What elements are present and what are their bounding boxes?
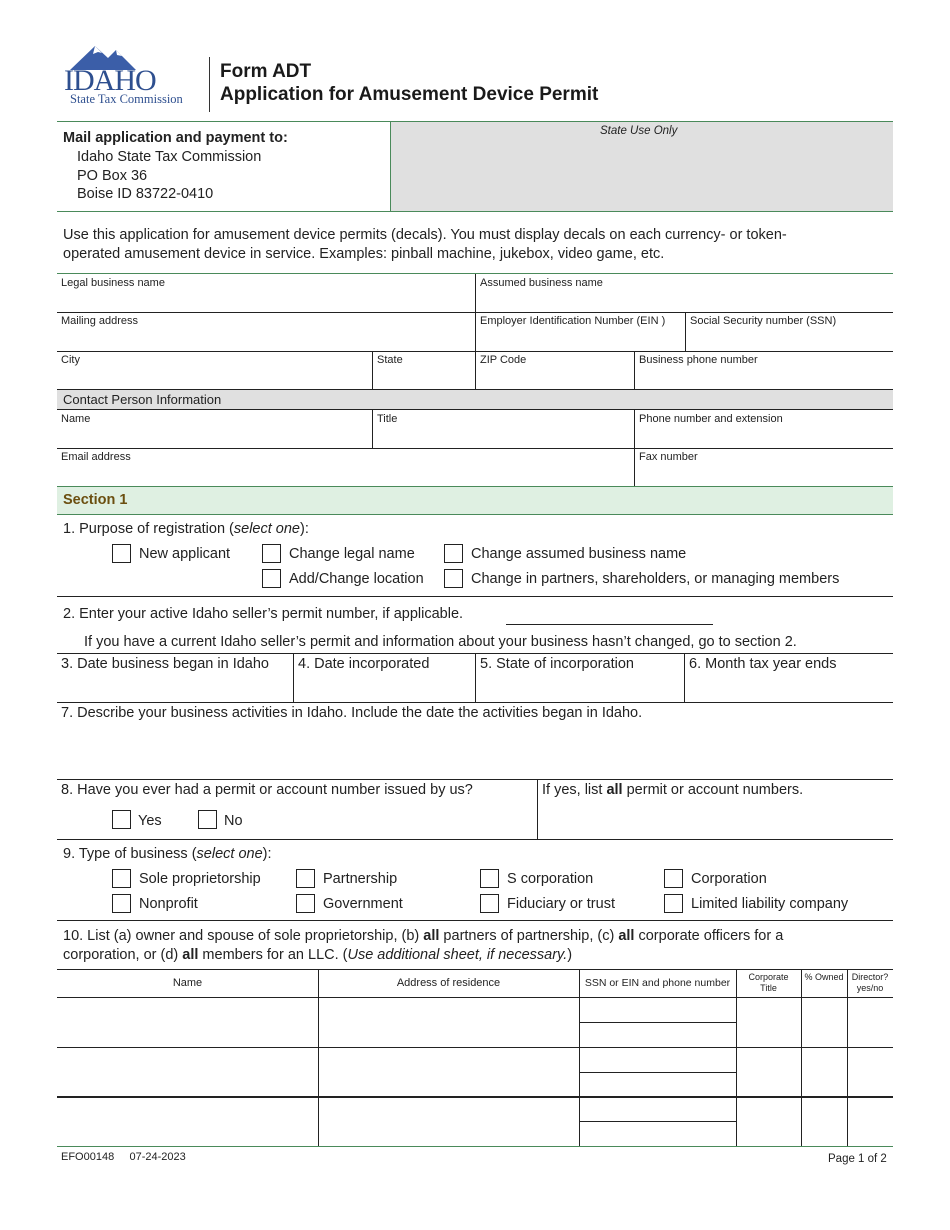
fax-label: Fax number [639, 451, 698, 463]
change-assumed-name-checkbox[interactable] [444, 544, 463, 563]
q8-label: 8. Have you ever had a permit or account number issued by us? [61, 782, 473, 798]
add-change-location-checkbox[interactable] [262, 569, 281, 588]
q3-label: 3. Date business began in Idaho [61, 656, 269, 672]
col-name: Name [172, 977, 203, 989]
col-corporate-title: Corporate Title [748, 972, 789, 993]
contact-title-label: Title [377, 413, 398, 425]
q7-label: 7. Describe your business activities in Idaho. Include the date the activities began in Idaho. [61, 705, 643, 721]
contact-phone-label: Phone number and extension [639, 413, 783, 425]
email-label: Email address [61, 451, 131, 463]
state-use-label: State Use Only [600, 125, 678, 137]
change-partners-checkbox[interactable] [444, 569, 463, 588]
header-divider [209, 57, 210, 112]
government-label: Government [323, 896, 403, 912]
mail-line-2: PO Box 36 [77, 168, 148, 184]
yes-label: Yes [138, 813, 162, 829]
new-applicant-label: New applicant [139, 546, 231, 562]
owners-table [57, 969, 893, 970]
partnership-checkbox[interactable] [296, 869, 315, 888]
yes-checkbox[interactable] [112, 810, 131, 829]
q6-label: 6. Month tax year ends [689, 656, 837, 672]
partnership-label: Partnership [323, 871, 398, 887]
intro-line-2: operated amusement device in service. Examples: pinball machine, jukebox, video game, etc. [63, 246, 665, 262]
form-code: EFO00148 07-24-2023 [61, 1151, 186, 1163]
section-1-title: Section 1 [63, 492, 128, 508]
sole-proprietorship-checkbox[interactable] [112, 869, 131, 888]
change-legal-name-label: Change legal name [289, 546, 415, 562]
change-legal-name-checkbox[interactable] [262, 544, 281, 563]
llc-label: Limited liability company [691, 896, 849, 912]
ssn-label: Social Security number (SSN) [690, 315, 837, 327]
no-checkbox[interactable] [198, 810, 217, 829]
sole-proprietorship-label: Sole proprietorship [139, 871, 261, 887]
business-phone-label: Business phone number [639, 354, 758, 366]
assumed-name-label: Assumed business name [480, 277, 603, 289]
nonprofit-checkbox[interactable] [112, 894, 131, 913]
mailing-address-label: Mailing address [61, 315, 139, 327]
idaho-logo [60, 40, 205, 110]
logo-text: IDAHO [64, 64, 156, 97]
q4-label: 4. Date incorporated [298, 656, 430, 672]
q8-right-label: If yes, list all permit or account numbers. [542, 782, 804, 798]
section-1-bar [57, 487, 893, 514]
logo-subtitle: State Tax Commission [70, 92, 183, 106]
col-director: Director? yes/no [851, 972, 889, 993]
form-title [220, 60, 598, 106]
q2-label: 2. Enter your active Idaho seller’s permit number, if applicable. [63, 606, 464, 622]
fiduciary-checkbox[interactable] [480, 894, 499, 913]
page-number: Page 1 of 2 [828, 1153, 887, 1165]
contact-name-label: Name [61, 413, 91, 425]
col-address: Address of residence [396, 977, 501, 989]
nonprofit-label: Nonprofit [139, 896, 198, 912]
q9-label: 9. Type of business (select one): [63, 846, 272, 862]
form-name: Application for Amusement Device Permit [220, 84, 599, 105]
corporation-checkbox[interactable] [664, 869, 683, 888]
form-number: Form ADT [220, 61, 312, 82]
city-label: City [61, 354, 80, 366]
no-label: No [224, 813, 243, 829]
corporation-label: Corporation [691, 871, 767, 887]
add-change-location-label: Add/Change location [289, 571, 424, 587]
mail-heading: Mail application and payment to: [63, 130, 288, 146]
mail-line-3: Boise ID 83722-0410 [77, 186, 214, 202]
q1-label: 1. Purpose of registration (select one): [63, 521, 309, 537]
new-applicant-checkbox[interactable] [112, 544, 131, 563]
q10-line-1: 10. List (a) owner and spouse of sole proprietorship, (b) all partners of partnership, (c) all corporate officers for a [63, 928, 784, 944]
fiduciary-label: Fiduciary or trust [507, 896, 615, 912]
col-ssn-ein: SSN or EIN and phone number [584, 977, 731, 989]
change-partners-label: Change in partners, shareholders, or managing members [471, 571, 840, 587]
q5-label: 5. State of incorporation [480, 656, 634, 672]
intro-line-1: Use this application for amusement device permits (decals). You must display decals on each currency- or token- [63, 227, 787, 243]
mail-line-1: Idaho State Tax Commission [77, 149, 262, 165]
q2-note: If you have a current Idaho seller’s permit and information about your business hasn’t changed, go to section 2. [84, 634, 797, 650]
legal-name-label: Legal business name [61, 277, 165, 289]
sellers-permit-input[interactable] [506, 624, 713, 625]
table-row [57, 1096, 893, 1098]
col-percent-owned: % Owned [804, 972, 844, 982]
government-checkbox[interactable] [296, 894, 315, 913]
llc-checkbox[interactable] [664, 894, 683, 913]
change-assumed-name-label: Change assumed business name [471, 546, 687, 562]
s-corporation-label: S corporation [507, 871, 594, 887]
q10-line-2: corporation, or (d) all members for an LLC. (Use additional sheet, if necessary.) [63, 947, 573, 963]
zip-label: ZIP Code [480, 354, 527, 366]
table-row [57, 1047, 893, 1048]
ein-label: Employer Identification Number (EIN ) [480, 315, 666, 327]
state-label: State [377, 354, 403, 366]
s-corporation-checkbox[interactable] [480, 869, 499, 888]
contact-heading: Contact Person Information [63, 392, 222, 407]
